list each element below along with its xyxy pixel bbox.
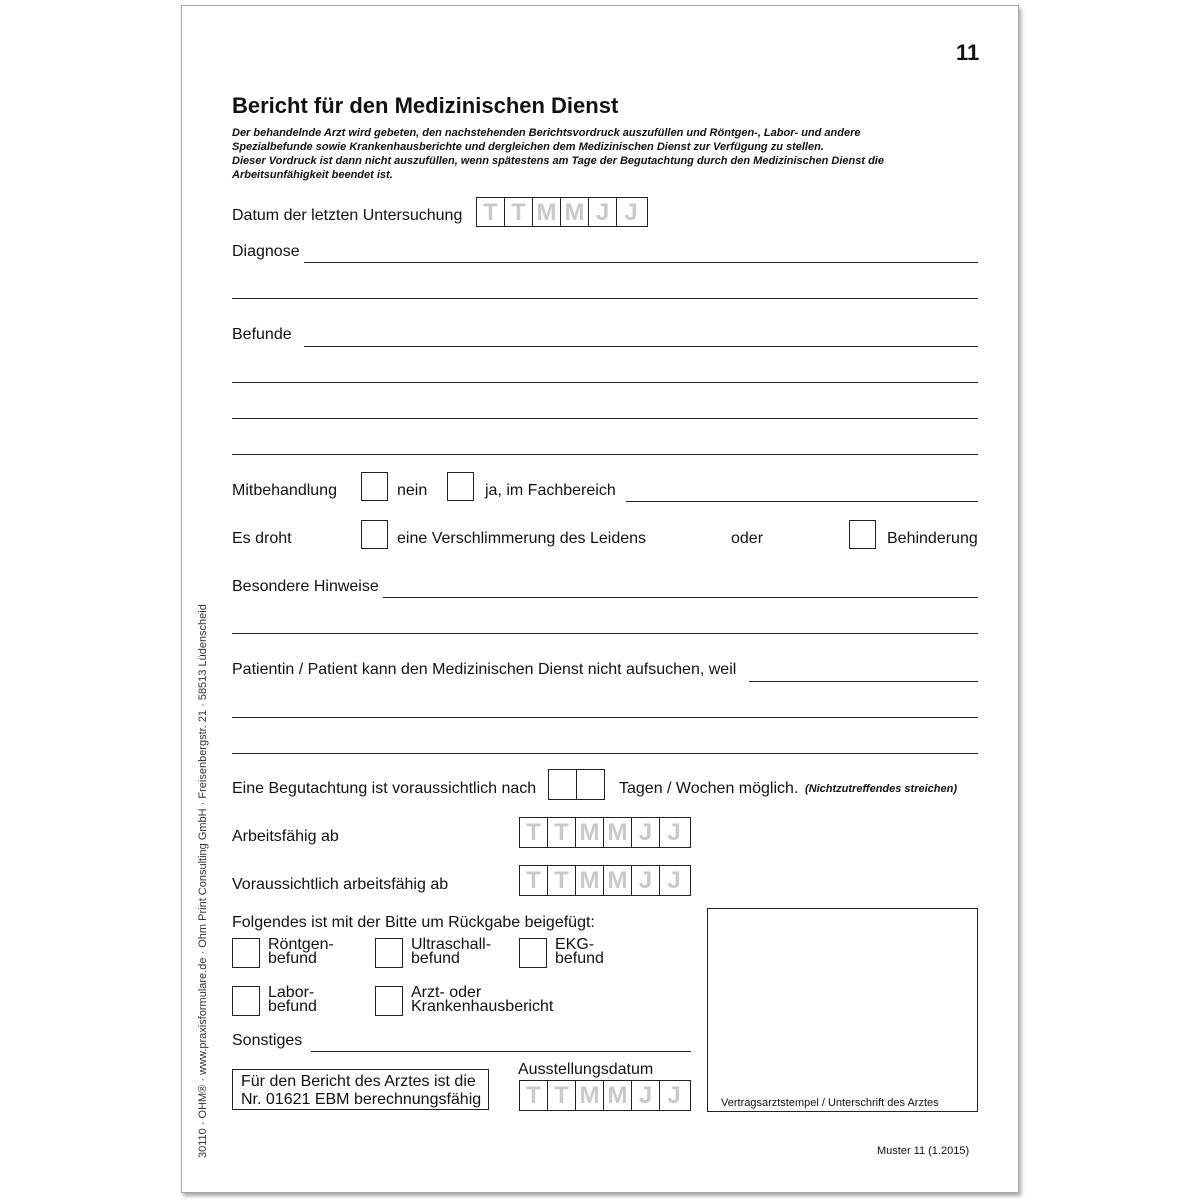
side-imprint: 30110 · OHM® · www.praxisformulare.de · Ohm Print Consulting GmbH · Freisenbergstr. 21 · 58513 Lüdenscheid <box>197 604 209 1158</box>
ausstellungsdatum-field[interactable] <box>519 1080 691 1111</box>
arztbericht-label-line1: Arzt- oder <box>411 984 482 1001</box>
ebm-note-box <box>232 1069 489 1110</box>
intro-text <box>232 126 884 182</box>
ultraschall-checkbox[interactable] <box>375 938 403 968</box>
behinderung-label: Behinderung <box>887 530 978 547</box>
ebm-note-line1: Für den Bericht des Arztes ist die <box>241 1073 476 1090</box>
form-title: Bericht für den Medizinischen Dienst <box>232 93 619 118</box>
date-cell[interactable]: M <box>604 1081 632 1110</box>
begutachtung-zeit-field[interactable] <box>548 769 605 800</box>
tagen-wochen-label: Tagen / Wochen möglich. <box>619 780 799 797</box>
date-cell[interactable]: M <box>576 1081 604 1110</box>
befunde-label: Befunde <box>232 326 292 343</box>
patient-grund-line[interactable] <box>232 717 978 718</box>
nichtzutreffendes-note: (Nichtzutreffendes streichen) <box>805 783 957 795</box>
ebm-note-line2: Nr. 01621 EBM berechnungsfähig <box>241 1091 482 1108</box>
ekg-label <box>555 938 604 966</box>
intro-line: Arbeitsunfähigkeit beendet ist. <box>232 169 393 181</box>
befunde-line[interactable] <box>232 454 978 455</box>
arztbericht-checkbox[interactable] <box>375 986 403 1016</box>
nein-label: nein <box>397 482 428 499</box>
arztbericht-label-line2: Krankenhausbericht <box>411 998 554 1015</box>
ausstellungsdatum-label: Ausstellungsdatum <box>518 1061 654 1078</box>
date-cell[interactable]: T <box>548 1081 576 1110</box>
date-cell[interactable]: T <box>520 818 548 847</box>
befunde-line[interactable] <box>304 346 978 347</box>
ultraschall-label <box>411 938 491 966</box>
befunde-line[interactable] <box>232 382 978 383</box>
beigefuegt-label: Folgendes ist mit der Bitte um Rückgabe beigefügt: <box>232 914 595 931</box>
patient-nicht-label: Patientin / Patient kann den Medizinischen Dienst nicht aufsuchen, weil <box>232 661 737 678</box>
digit-cell[interactable] <box>577 770 604 799</box>
verschlimmerung-label: eine Verschlimmerung des Leidens <box>397 530 647 547</box>
date-cell[interactable]: J <box>589 198 617 226</box>
labor-label-line1: Labor- <box>268 984 315 1001</box>
sonstiges-line[interactable] <box>311 1051 691 1052</box>
diagnose-label: Diagnose <box>232 243 300 260</box>
es-droht-label: Es droht <box>232 530 292 547</box>
labor-label <box>268 986 317 1014</box>
patient-grund-line[interactable] <box>232 753 978 754</box>
mitbehandlung-ja-checkbox[interactable] <box>447 472 474 501</box>
arztbericht-label <box>411 986 553 1014</box>
ultraschall-label-line2: befund <box>411 950 460 967</box>
stamp-signature-box[interactable] <box>707 908 978 1112</box>
arbeitsfaehig-label: Arbeitsfähig ab <box>232 828 339 845</box>
date-cell[interactable]: J <box>632 866 660 895</box>
form-number: 11 <box>956 40 980 65</box>
intro-line: Spezialbefunde sowie Krankenhausberichte und dergleichen dem Medizinischen Dienst zur Verfügung zu stellen. <box>232 141 824 153</box>
arbeitsfaehig-date-field[interactable] <box>519 817 691 848</box>
mitbehandlung-nein-checkbox[interactable] <box>361 472 388 501</box>
voraussichtlich-date-field[interactable] <box>519 865 691 896</box>
date-cell[interactable]: T <box>548 866 576 895</box>
verschlimmerung-checkbox[interactable] <box>361 520 388 549</box>
date-cell[interactable]: M <box>576 866 604 895</box>
date-cell[interactable]: T <box>548 818 576 847</box>
diagnose-line[interactable] <box>232 298 978 299</box>
oder-label: oder <box>731 530 764 547</box>
patient-grund-line[interactable] <box>749 681 978 682</box>
intro-line: Der behandelnde Arzt wird gebeten, den nachstehenden Berichtsvordruck auszufüllen und Röntgen-, Labor- und andere <box>232 127 861 139</box>
date-cell[interactable]: J <box>632 818 660 847</box>
labor-label-line2: befund <box>268 998 317 1015</box>
last-exam-label: Datum der letzten Untersuchung <box>232 207 463 224</box>
ultraschall-label-line1: Ultraschall- <box>411 936 492 953</box>
date-cell[interactable]: T <box>520 866 548 895</box>
date-cell[interactable]: M <box>533 198 561 226</box>
date-cell[interactable]: T <box>505 198 533 226</box>
date-cell[interactable]: M <box>604 818 632 847</box>
last-exam-date-field[interactable] <box>476 197 648 227</box>
date-cell[interactable]: T <box>477 198 505 226</box>
hinweise-label: Besondere Hinweise <box>232 578 379 595</box>
roentgen-label-line1: Röntgen- <box>268 936 334 953</box>
intro-line: Dieser Vordruck ist dann nicht auszufüllen, wenn spätestens am Tage der Begutachtung durch den Medizinischen Dienst die <box>232 155 884 167</box>
hinweise-line[interactable] <box>383 597 978 598</box>
date-cell[interactable]: M <box>576 818 604 847</box>
hinweise-line[interactable] <box>232 633 978 634</box>
date-cell[interactable]: M <box>561 198 589 226</box>
date-cell[interactable]: J <box>667 1082 681 1109</box>
begutachtung-label: Eine Begutachtung ist voraussichtlich nach <box>232 780 537 797</box>
voraussichtlich-label: Voraussichtlich arbeitsfähig ab <box>232 876 449 893</box>
ja-fachbereich-label: ja, im Fachbereich <box>485 482 616 499</box>
date-cell[interactable]: J <box>667 867 681 894</box>
roentgen-label <box>268 938 334 966</box>
behinderung-checkbox[interactable] <box>849 520 876 549</box>
diagnose-line[interactable] <box>304 262 978 263</box>
date-cell[interactable]: J <box>667 819 681 846</box>
sonstiges-label: Sonstiges <box>232 1032 303 1049</box>
stamp-signature-caption: Vertragsarztstempel / Unterschrift des Arztes <box>721 1097 939 1109</box>
ekg-checkbox[interactable] <box>519 938 547 968</box>
fachbereich-line[interactable] <box>626 501 978 502</box>
date-cell[interactable]: J <box>632 1081 660 1110</box>
mitbehandlung-label: Mitbehandlung <box>232 482 337 499</box>
roentgen-checkbox[interactable] <box>232 938 260 968</box>
roentgen-label-line2: befund <box>268 950 317 967</box>
date-cell[interactable]: T <box>520 1081 548 1110</box>
date-cell[interactable]: M <box>604 866 632 895</box>
muster-label: Muster 11 (1.2015) <box>877 1145 970 1157</box>
labor-checkbox[interactable] <box>232 986 260 1016</box>
befunde-line[interactable] <box>232 418 978 419</box>
ekg-label-line2: befund <box>555 950 604 967</box>
digit-cell[interactable] <box>549 770 577 799</box>
date-cell[interactable]: J <box>624 199 638 226</box>
ekg-label-line1: EKG- <box>555 936 595 953</box>
